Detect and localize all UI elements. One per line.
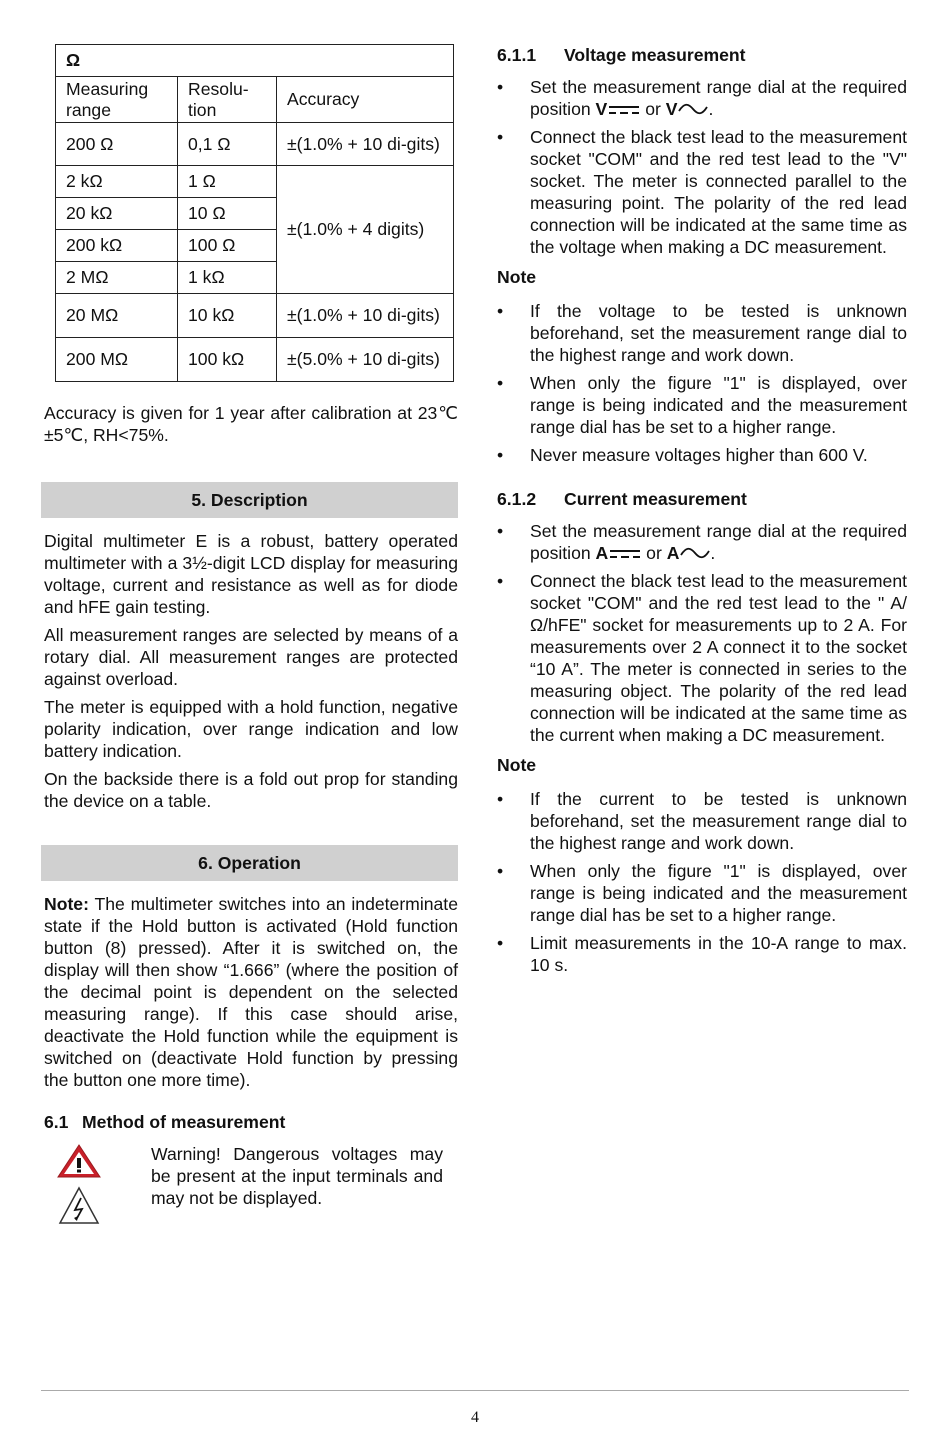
current-note-label: Note bbox=[497, 755, 537, 775]
list-item: • Connect the black test lead to the measurement socket "COM" and the red test lead to the "V" socket. The meter is connected parallel to the measuring point. The polarity of the red lead connection will be indicated at the same time as the voltage when making a DC measurement. bbox=[497, 126, 907, 258]
description-paragraph: On the backside there is a fold out prop for standing the device on a table. bbox=[44, 769, 458, 811]
warning-icons bbox=[56, 1143, 102, 1231]
table-row bbox=[56, 338, 454, 382]
cell-range: 20 kΩ bbox=[56, 198, 178, 230]
current-notes bbox=[497, 788, 907, 976]
list-item: • Set the measurement range dial at the required position A or A . bbox=[497, 520, 907, 564]
or-text: or bbox=[645, 99, 661, 119]
warning-text: Warning! Dangerous voltages may be present at the input terminals and may not be displayed. bbox=[151, 1144, 443, 1208]
cell-resolution: 100 Ω bbox=[178, 230, 277, 262]
description-paragraph: Digital multimeter E is a robust, battery operated multimeter with a 3½-digit LCD display for measuring voltage, current and resistance as well as for diode and hFE gain testing. bbox=[44, 531, 458, 617]
cell-resolution: 1 Ω bbox=[178, 166, 277, 198]
table-row bbox=[56, 166, 454, 198]
current-steps bbox=[497, 520, 907, 746]
cell-accuracy: ±(1.0% + 10 di-gits) bbox=[277, 294, 454, 338]
or-text: or bbox=[646, 543, 662, 563]
dc-symbol-icon: V bbox=[595, 99, 609, 119]
section-6-heading: 6. Operation bbox=[41, 845, 458, 881]
list-item: • If the current to be tested is unknown beforehand, set the measurement range dial to the highest range and work down. bbox=[497, 788, 907, 854]
page-number: 4 bbox=[471, 1409, 479, 1426]
list-item: • When only the figure "1" is displayed, over range is being indicated and the measurement range dial has be set to a higher range. bbox=[497, 860, 907, 926]
accuracy-note: Accuracy is given for 1 year after calibration at 23℃ ±5℃, RH<75%. bbox=[44, 403, 458, 445]
ac-symbol-icon: V bbox=[666, 99, 709, 119]
section-title: Current measurement bbox=[564, 489, 747, 509]
description-paragraph: The meter is equipped with a hold function, negative polarity indication, over range indication and low battery indication. bbox=[44, 697, 458, 761]
table-row bbox=[56, 123, 454, 166]
description-paragraph: All measurement ranges are selected by means of a rotary dial. All measurement ranges are protected against overload. bbox=[44, 625, 458, 689]
table-header-accuracy: Accuracy bbox=[277, 77, 454, 123]
table-header-resolution: Resolu-tion bbox=[178, 77, 277, 123]
cell-resolution: 100 kΩ bbox=[178, 338, 277, 382]
list-item: • Set the measurement range dial at the required position V or V . bbox=[497, 76, 907, 120]
electric-shock-icon bbox=[56, 1186, 102, 1226]
section-title: Voltage measurement bbox=[564, 45, 746, 65]
section-number: 6.1.2 bbox=[497, 489, 537, 509]
cell-range: 200 MΩ bbox=[56, 338, 178, 382]
operation-note-label: Note: bbox=[44, 894, 89, 914]
section-5-heading: 5. Description bbox=[41, 482, 458, 518]
table-unit-header: Ω bbox=[56, 45, 454, 77]
section-6-1-heading bbox=[44, 1111, 458, 1133]
warning-block bbox=[44, 1143, 458, 1243]
warning-triangle-icon bbox=[56, 1143, 102, 1179]
left-column bbox=[44, 44, 458, 1243]
cell-range: 200 kΩ bbox=[56, 230, 178, 262]
section-6-1-1-heading bbox=[497, 44, 907, 66]
cell-range: 2 kΩ bbox=[56, 166, 178, 198]
section-title: Method of measurement bbox=[82, 1112, 286, 1132]
table-row bbox=[56, 294, 454, 338]
cell-range: 200 Ω bbox=[56, 123, 178, 166]
ac-symbol-icon: A bbox=[667, 543, 711, 563]
cell-range: 2 MΩ bbox=[56, 262, 178, 294]
section-number: 6.1.1 bbox=[497, 45, 537, 65]
footer-divider bbox=[41, 1390, 909, 1391]
right-column bbox=[497, 44, 907, 982]
section-6-1-2-heading bbox=[497, 488, 907, 510]
cell-accuracy: ±(5.0% + 10 di-gits) bbox=[277, 338, 454, 382]
voltage-note-label: Note bbox=[497, 267, 537, 287]
list-item: • Limit measurements in the 10-A range to max. 10 s. bbox=[497, 932, 907, 976]
cell-resolution: 10 Ω bbox=[178, 198, 277, 230]
list-item: • When only the figure "1" is displayed, over range is being indicated and the measurement range dial has be set to a higher range. bbox=[497, 372, 907, 438]
list-item: • Connect the black test lead to the measurement socket "COM" and the red test lead to the " A/Ω/hFE" socket for measurements up to 2 A. For measurements over 2 A connect it to the socket “10 A”. The meter is connected in series to the measuring object. The polarity of the red lead connection will be indicated at the same time as the current when making a DC measurement. bbox=[497, 570, 907, 746]
cell-range: 20 MΩ bbox=[56, 294, 178, 338]
section-number: 6.1 bbox=[44, 1112, 69, 1132]
cell-accuracy: ±(1.0% + 10 di-gits) bbox=[277, 123, 454, 166]
cell-accuracy-merged: ±(1.0% + 4 digits) bbox=[277, 166, 454, 294]
cell-resolution: 10 kΩ bbox=[178, 294, 277, 338]
operation-note bbox=[44, 893, 458, 1091]
dc-symbol-icon: A bbox=[595, 543, 610, 563]
list-item: • If the voltage to be tested is unknown beforehand, set the measurement range dial to the highest range and work down. bbox=[497, 300, 907, 366]
step-text: Set the measurement range dial at the required position bbox=[530, 77, 907, 119]
list-item: • Never measure voltages higher than 600 V. bbox=[497, 444, 907, 466]
resistance-spec-table bbox=[55, 44, 454, 382]
operation-note-text: The multimeter switches into an indeterminate state if the Hold button is activated (Hold function button (8) pressed). After it is switched on, the display will then show “1.666” (where the position of the decimal point is dependent on the selected measuring range). If this case should arise, deactivate the Hold function while the equipment is switched on (deactivate Hold function by pressing the button one more time). bbox=[44, 894, 458, 1090]
cell-resolution: 1 kΩ bbox=[178, 262, 277, 294]
table-header-range: Measuring range bbox=[56, 77, 178, 123]
step-text: Set the measurement range dial at the required position bbox=[530, 521, 907, 563]
voltage-notes bbox=[497, 300, 907, 466]
cell-resolution: 0,1 Ω bbox=[178, 123, 277, 166]
voltage-steps bbox=[497, 76, 907, 258]
